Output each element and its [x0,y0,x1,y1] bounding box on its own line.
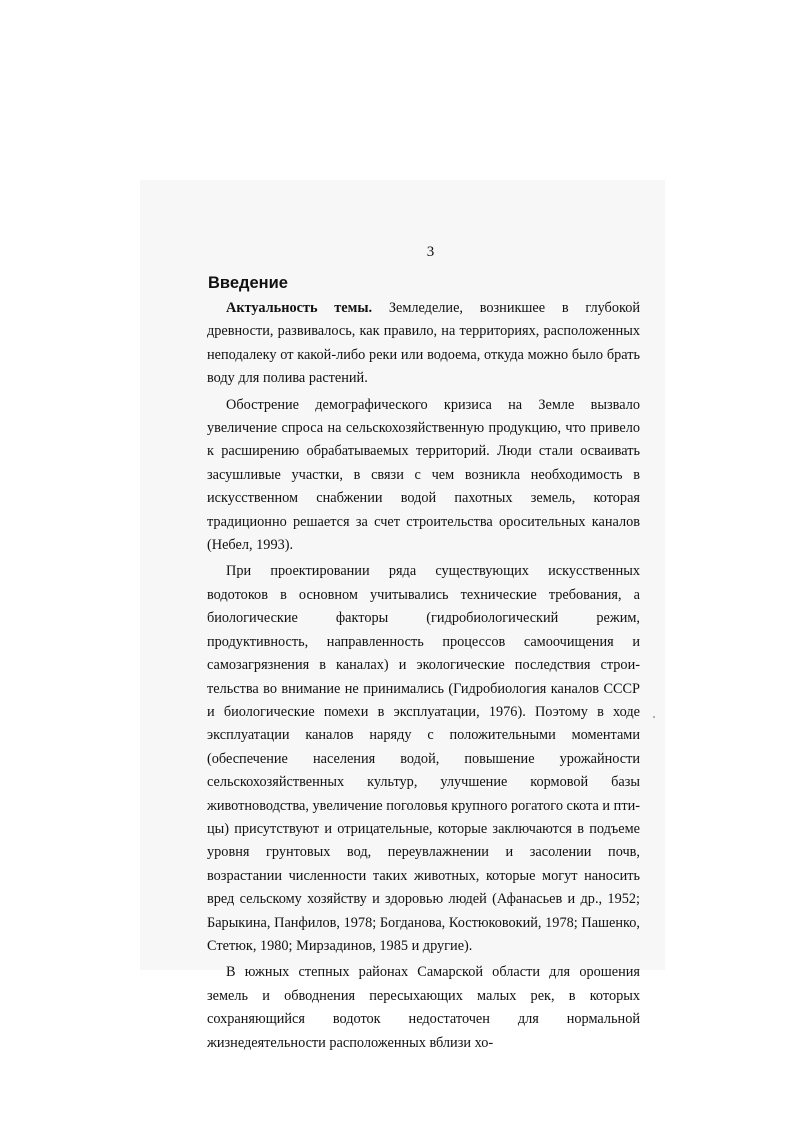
paragraph-samara-region: В южных степных районах Самарской области для орошения земель и обводнения пересыхающих малых рек, в которых сохраняющийся водоток недостаточен для нормальной жизнедеятельности расположенных вблизи хо- [207,964,640,1051]
paragraph-canal-design: При проектировании ряда существующих искусственных водотоков в основном учитывались технические требования, а биологические факторы (гидробиологический режим, продуктивность, направленность процессов самоочищения и самозагрязнения в каналах) и экологические последствия строительства во внимание не принимались (Гидробиология каналов СССР и биологические помехи в эксплуатации, 1976). Поэтому в ходе эксплуатации каналов наряду с положительными моментами (обеспечение населения водой, повышение урожайности сельскохозяйственных культур, улучшение кормовой базы животноводства, увеличение поголовья крупного рогатого скота и птицы) присутствуют и отрицательные, которые заключаются в подъеме уровня грунтовых вод, переувлажнении и засолении почв, возрастании численности таких животных, которые могут наносить вред сельскому хозяйству и здоровью людей (Афанасьев и др., 1952; Барыкина, Панфилов, 1978; Богданова, Костюковокий, 1978; Пашенко, Стетюк, 1980; Мирзадинов, 1985 и другие). [207,563,640,954]
paragraph-demographic-crisis: Обострение демографического кризиса на Земле вызвало увеличение спроса на сельскохозяйственную продукцию, что привело к расширению обрабатываемых территорий. Люди стали осваивать засушливые участки, в связи с чем возникла необходимость в искусственном снабжении водой пахотных земель, которая традиционно решается за счет строительства оросительных каналов (Небел, 1993). [207,396,640,554]
paragraph-text: Земледелие, возникшее в глубокой древности, развивалось, как правило, на территориях, расположенных неподалеку от какой-либо реки или водоема, откуда можно было брать воду для полива растений. [207,300,640,387]
body-text [207,297,640,1058]
paragraph-relevance [207,297,640,391]
paragraph-lead: Актуальность темы. [226,300,373,316]
scan-speck [653,716,655,718]
section-heading: Введение [208,274,288,292]
page-number: 3 [426,244,435,260]
